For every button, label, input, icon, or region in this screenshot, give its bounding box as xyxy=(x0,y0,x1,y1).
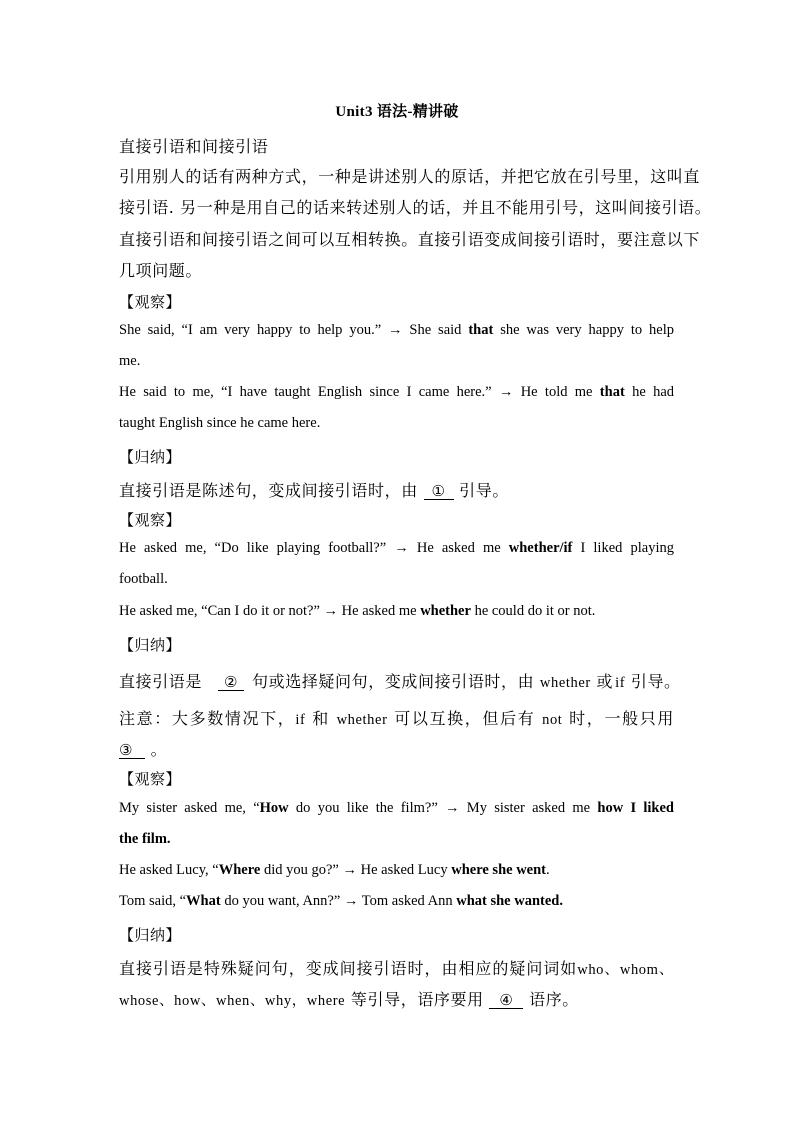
keyword: not xyxy=(542,712,563,728)
example-text: she was very happy to help xyxy=(493,322,674,338)
example-text: do you like the film?” → My sister asked me xyxy=(288,800,598,816)
intro-line-1: 引用别人的话有两种方式，一种是讲述别人的原话，并把它放在引号里，这叫直 xyxy=(119,167,701,186)
example-text: He told me xyxy=(513,384,600,400)
arrow-icon: → xyxy=(394,540,409,556)
direct-speech: He asked me, “Do like playing football?” xyxy=(119,540,395,556)
intro-line-3: 直接引语和间接引语之间可以互相转换。直接引语变成间接引语时，要注意以下 xyxy=(119,230,701,249)
keyword: what she wanted. xyxy=(456,893,563,909)
note-line xyxy=(119,706,674,729)
example-sentence xyxy=(119,322,674,339)
summary-label: 【归纳】 xyxy=(119,636,182,654)
answer-blank-4[interactable]: ④ xyxy=(489,992,523,1009)
direct-speech: He said to me, “I have taught English since I came here.” xyxy=(119,384,499,400)
example-text: He asked me, “Can I do it or not?” → He asked me xyxy=(119,603,421,619)
example-sentence xyxy=(119,603,595,620)
example-sentence xyxy=(119,540,674,557)
keyword: Where xyxy=(218,862,261,878)
keyword: who、whom、 xyxy=(577,962,675,978)
example-text: do you want, Ann?” → Tom asked Ann xyxy=(220,893,457,909)
rule-line xyxy=(119,987,579,1010)
example-text: Tom said, “ xyxy=(119,893,187,909)
example-continuation xyxy=(119,831,171,848)
example-text: → She said xyxy=(381,322,469,338)
example-text: I liked playing xyxy=(572,540,674,556)
observe-label: 【观察】 xyxy=(119,770,182,788)
keyword: if xyxy=(615,675,626,691)
intro-line-2: 接引语. 另一种是用自己的话来转述别人的话，并且不能用引号，这叫间接引语。 xyxy=(119,198,712,217)
note-continuation xyxy=(119,737,167,760)
example-text: he had xyxy=(624,384,675,400)
rule-text: 直接引语是 xyxy=(119,672,203,691)
note-text: 可以互换，但后有 xyxy=(387,709,543,728)
keyword: whether/if xyxy=(508,540,573,556)
observe-label: 【观察】 xyxy=(119,511,182,529)
keyword: that xyxy=(599,384,625,400)
keyword: whose、how、when、why，where xyxy=(119,993,346,1009)
page-title: Unit3 语法-精讲破 xyxy=(335,104,459,120)
keyword: how I liked xyxy=(597,800,674,816)
rule-text: 直接引语是特殊疑问句，变成间接引语时，由相应的疑问词如 xyxy=(119,959,578,978)
example-text: He asked me xyxy=(408,540,509,556)
example-continuation: football. xyxy=(119,571,168,587)
example-continuation: taught English since he came here. xyxy=(119,415,321,431)
keyword: whether xyxy=(336,712,388,728)
rule-text: 引导。 xyxy=(453,481,509,500)
example-text: He asked Lucy, “ xyxy=(119,862,219,878)
answer-blank-3[interactable]: ③ xyxy=(119,742,145,759)
example-continuation: me. xyxy=(119,353,141,369)
keyword: whether xyxy=(420,603,471,619)
arrow-icon: → xyxy=(498,384,514,400)
rule-line xyxy=(119,669,681,692)
intro-line-4: 几项问题。 xyxy=(119,261,203,280)
summary-label: 【归纳】 xyxy=(119,926,182,944)
answer-blank-2[interactable]: ② xyxy=(218,674,244,691)
keyword: if xyxy=(295,712,306,728)
direct-speech: She said, “I am very happy to help you.” xyxy=(119,322,382,338)
keyword: the film. xyxy=(119,831,171,847)
note-text: 和 xyxy=(305,709,337,728)
rule-text: 语序。 xyxy=(523,990,579,1009)
answer-blank-1[interactable]: ① xyxy=(424,483,454,500)
rule-text: 引导。 xyxy=(625,672,681,691)
example-text: . xyxy=(546,862,550,878)
rule-text: 或 xyxy=(590,672,614,691)
rule-line xyxy=(119,478,509,501)
summary-label: 【归纳】 xyxy=(119,448,182,466)
keyword: whether xyxy=(539,675,591,691)
example-sentence xyxy=(119,862,550,879)
example-sentence xyxy=(119,384,674,401)
note-text: 。 xyxy=(145,740,168,759)
rule-text: 直接引语是陈述句，变成间接引语时，由 xyxy=(119,481,424,500)
keyword: How xyxy=(259,800,289,816)
section-heading: 直接引语和间接引语 xyxy=(119,137,269,156)
observe-label: 【观察】 xyxy=(119,293,182,311)
rule-line xyxy=(119,956,674,979)
example-sentence xyxy=(119,800,674,817)
keyword: What xyxy=(186,893,221,909)
example-text: he could do it or not. xyxy=(470,603,596,619)
keyword: where she went xyxy=(451,862,546,878)
example-text: My sister asked me, “ xyxy=(119,800,260,816)
rule-text: 句或选择疑问句，变成间接引语时，由 xyxy=(252,672,540,691)
keyword: that xyxy=(468,322,494,338)
note-text: 注意：大多数情况下， xyxy=(119,709,296,728)
example-text: did you go?” → He asked Lucy xyxy=(260,862,452,878)
note-text: 时，一般只用 xyxy=(562,709,674,728)
rule-text: 等引导，语序要用 xyxy=(345,990,490,1009)
example-sentence xyxy=(119,893,563,910)
